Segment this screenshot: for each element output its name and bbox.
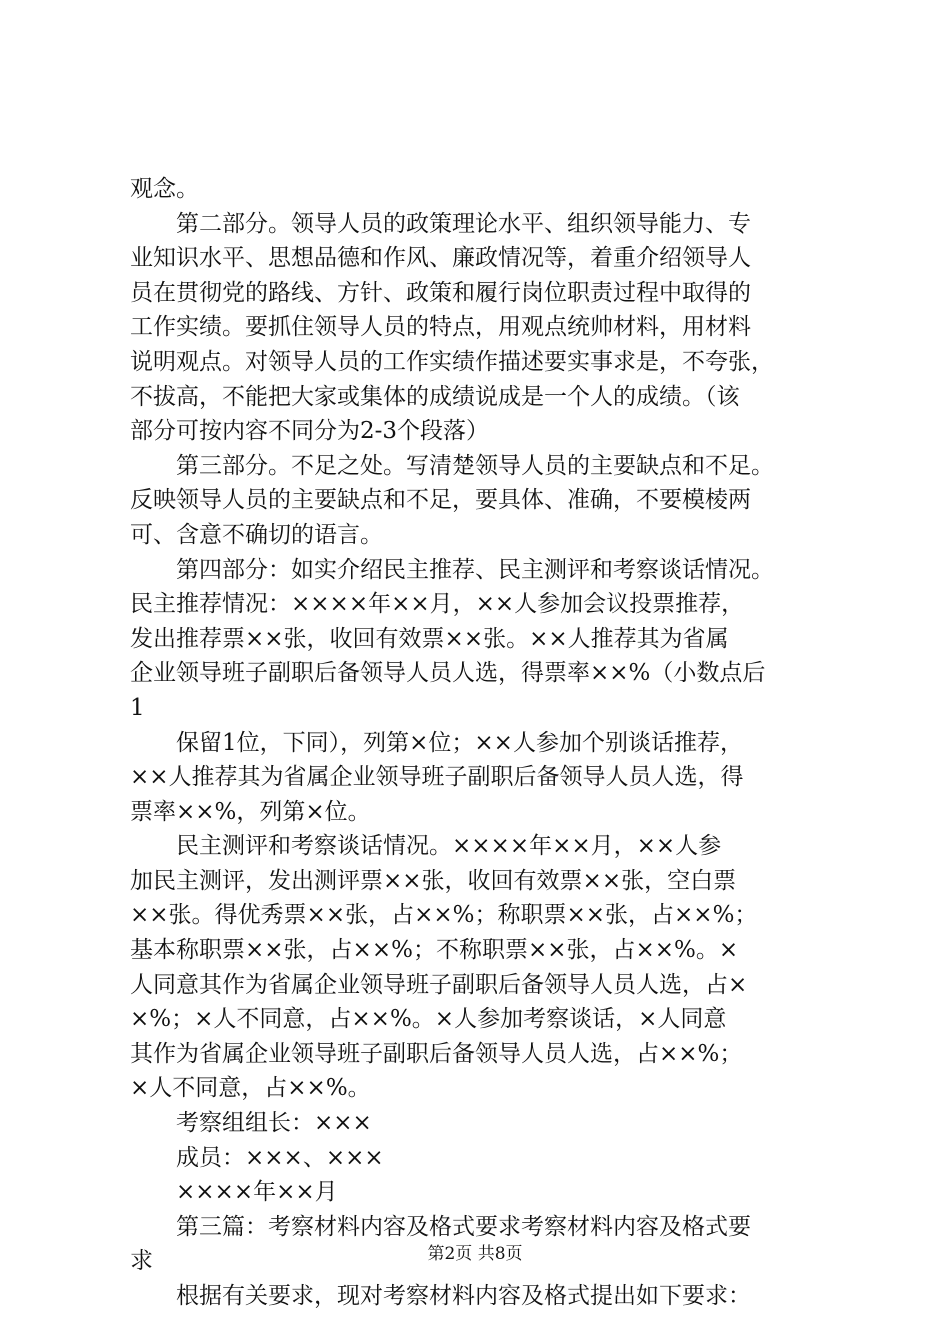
text-line: 可、含意不确切的语言。 bbox=[130, 521, 383, 548]
text-line: 保留1位，下同），列第×位；××人参加个别谈话推荐， bbox=[130, 729, 743, 756]
text-line: 求 bbox=[130, 1248, 153, 1275]
body-text bbox=[130, 172, 830, 1314]
text-line: 第二部分。领导人员的政策理论水平、组织领导能力、专 bbox=[130, 210, 751, 237]
text-line: 企业领导班子副职后备领导人员人选，得票率××%（小数点后 bbox=[130, 660, 766, 687]
text-line: 第三篇：考察材料内容及格式要求考察材料内容及格式要 bbox=[130, 1213, 751, 1240]
text-line: 民主推荐情况：××××年××月，××人参加会议投票推荐， bbox=[130, 591, 745, 618]
text-line: 反映领导人员的主要缺点和不足，要具体、准确，不要模棱两 bbox=[130, 487, 751, 514]
text-line: 工作实绩。要抓住领导人员的特点，用观点统帅材料，用材料 bbox=[130, 314, 751, 341]
text-line: ××张。得优秀票××张，占××%；称职票××张，占××%； bbox=[130, 902, 758, 929]
text-line: 成员：×××、××× bbox=[130, 1144, 384, 1171]
text-line: ×%；×人不同意，占××%。×人参加考察谈话，×人同意 bbox=[130, 1006, 727, 1033]
text-line: 基本称职票××张，占××%；不称职票××张，占××%。× bbox=[130, 937, 739, 964]
text-line: 根据有关要求，现对考察材料内容及格式提出如下要求： bbox=[130, 1283, 751, 1309]
text-line: ×人不同意，占××%。 bbox=[130, 1075, 371, 1102]
text-line: 第四部分：如实介绍民主推荐、民主测评和考察谈话情况。 bbox=[130, 556, 774, 583]
text-line: 说明观点。对领导人员的工作实绩作描述要实事求是，不夸张， bbox=[130, 348, 774, 375]
text-line: 票率××%，列第×位。 bbox=[130, 798, 371, 825]
text-line: 其作为省属企业领导班子副职后备领导人员人选，占××%； bbox=[130, 1040, 743, 1067]
text-line: 业知识水平、思想品德和作风、廉政情况等，着重介绍领导人 bbox=[130, 245, 751, 272]
text-line: 员在贯彻党的路线、方针、政策和履行岗位职责过程中取得的 bbox=[130, 279, 751, 306]
text-line: 发出推荐票××张，收回有效票××张。××人推荐其为省属 bbox=[130, 625, 729, 652]
text-line: ××××年××月 bbox=[130, 1179, 338, 1206]
text-line: 考察组组长：××× bbox=[130, 1110, 372, 1137]
text-line: 不拔高，不能把大家或集体的成绩说成是一个人的成绩。（该 bbox=[130, 383, 740, 410]
text-line: 观念。 bbox=[130, 176, 199, 202]
text-line: 第三部分。不足之处。写清楚领导人员的主要缺点和不足。 bbox=[130, 452, 774, 479]
text-line: 民主测评和考察谈话情况。××××年××月，××人参 bbox=[130, 833, 722, 860]
text-line: ××人推荐其为省属企业领导班子副职后备领导人员人选，得 bbox=[130, 764, 744, 791]
text-line: 人同意其作为省属企业领导班子副职后备领导人员人选，占× bbox=[130, 971, 748, 998]
inline-page-number: 1 bbox=[130, 694, 145, 721]
text-line: 部分可按内容不同分为2-3个段落） bbox=[130, 418, 490, 445]
text-line: 加民主测评，发出测评票××张，收回有效票××张，空白票 bbox=[130, 867, 737, 894]
page-footer: 第2页 共8页 bbox=[427, 1244, 523, 1264]
